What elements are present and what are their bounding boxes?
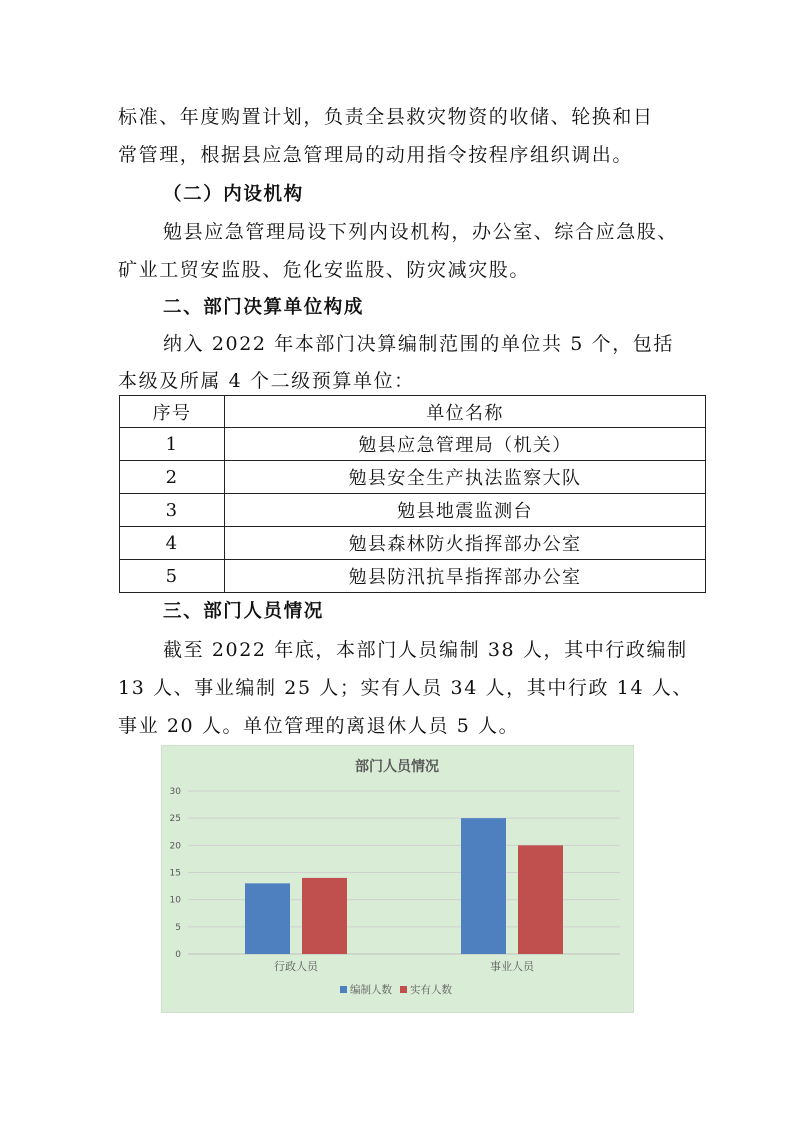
table-row <box>120 428 706 461</box>
section-heading-inner-institutions: （二）内设机构 <box>163 184 304 205</box>
paragraph-line: 本级及所属 4 个二级预算单位： <box>118 370 415 392</box>
table-cell-unit-name: 勉县防汛抗旱指挥部办公室 <box>225 560 706 593</box>
table-header-cell: 单位名称 <box>225 396 706 428</box>
paragraph-line: 纳入 2022 年本部门决算编制范围的单位共 5 个，包括 <box>163 333 675 355</box>
legend-swatch <box>400 986 407 993</box>
table-header-row <box>120 396 706 428</box>
section-heading-staff: 三、部门人员情况 <box>163 601 324 622</box>
table-cell-unit-name: 勉县安全生产执法监察大队 <box>225 461 706 494</box>
y-tick-label: 25 <box>169 814 181 825</box>
paragraph-line: 截至 2022 年底，本部门人员编制 38 人，其中行政编制 <box>163 639 688 661</box>
bar-actual <box>302 878 347 954</box>
table-row <box>120 527 706 560</box>
y-tick-label: 20 <box>169 841 181 852</box>
paragraph-line: 勉县应急管理局设下列内设机构，办公室、综合应急股、 <box>163 221 679 243</box>
table-header-cell: 序号 <box>120 396 225 428</box>
paragraph-line: 事业 20 人。单位管理的离退休人员 5 人。 <box>118 715 520 737</box>
paragraph-line: 13 人、事业编制 25 人；实有人员 34 人，其中行政 14 人、 <box>118 677 693 699</box>
x-category-label: 事业人员 <box>490 960 534 973</box>
table-cell-index: 5 <box>120 560 225 593</box>
bar-authorized <box>245 883 290 954</box>
table-row <box>120 494 706 527</box>
table-cell-index: 2 <box>120 461 225 494</box>
chart-canvas <box>162 746 633 1012</box>
x-category-label: 行政人员 <box>274 960 318 973</box>
bar-actual <box>518 845 563 954</box>
paragraph-line: 矿业工贸安监股、危化安监股、防灾减灾股。 <box>118 259 531 281</box>
legend-label: 实有人数 <box>410 984 452 996</box>
paragraph-line: 常管理，根据县应急管理局的动用指令按程序组织调出。 <box>118 144 634 166</box>
table-cell-index: 1 <box>120 428 225 461</box>
y-tick-label: 5 <box>175 922 181 933</box>
y-tick-label: 15 <box>169 868 181 879</box>
table-row <box>120 461 706 494</box>
table-cell-index: 4 <box>120 527 225 560</box>
section-heading-units: 二、部门决算单位构成 <box>163 297 365 318</box>
table-cell-unit-name: 勉县森林防火指挥部办公室 <box>225 527 706 560</box>
table-row <box>120 560 706 593</box>
y-tick-label: 0 <box>175 950 181 960</box>
table-cell-unit-name: 勉县地震监测台 <box>225 494 706 527</box>
y-tick-label: 10 <box>169 895 181 906</box>
bar-authorized <box>461 818 506 954</box>
chart-title: 部门人员情况 <box>355 759 439 775</box>
table-cell-index: 3 <box>120 494 225 527</box>
y-tick-label: 30 <box>169 787 181 797</box>
staff-bar-chart <box>161 745 634 1013</box>
units-table <box>119 395 706 593</box>
legend-label: 编制人数 <box>350 984 392 996</box>
paragraph-line: 标准、年度购置计划，负责全县救灾物资的收储、轮换和日 <box>118 106 654 128</box>
legend-swatch <box>340 986 347 993</box>
table-cell-unit-name: 勉县应急管理局（机关） <box>225 428 706 461</box>
